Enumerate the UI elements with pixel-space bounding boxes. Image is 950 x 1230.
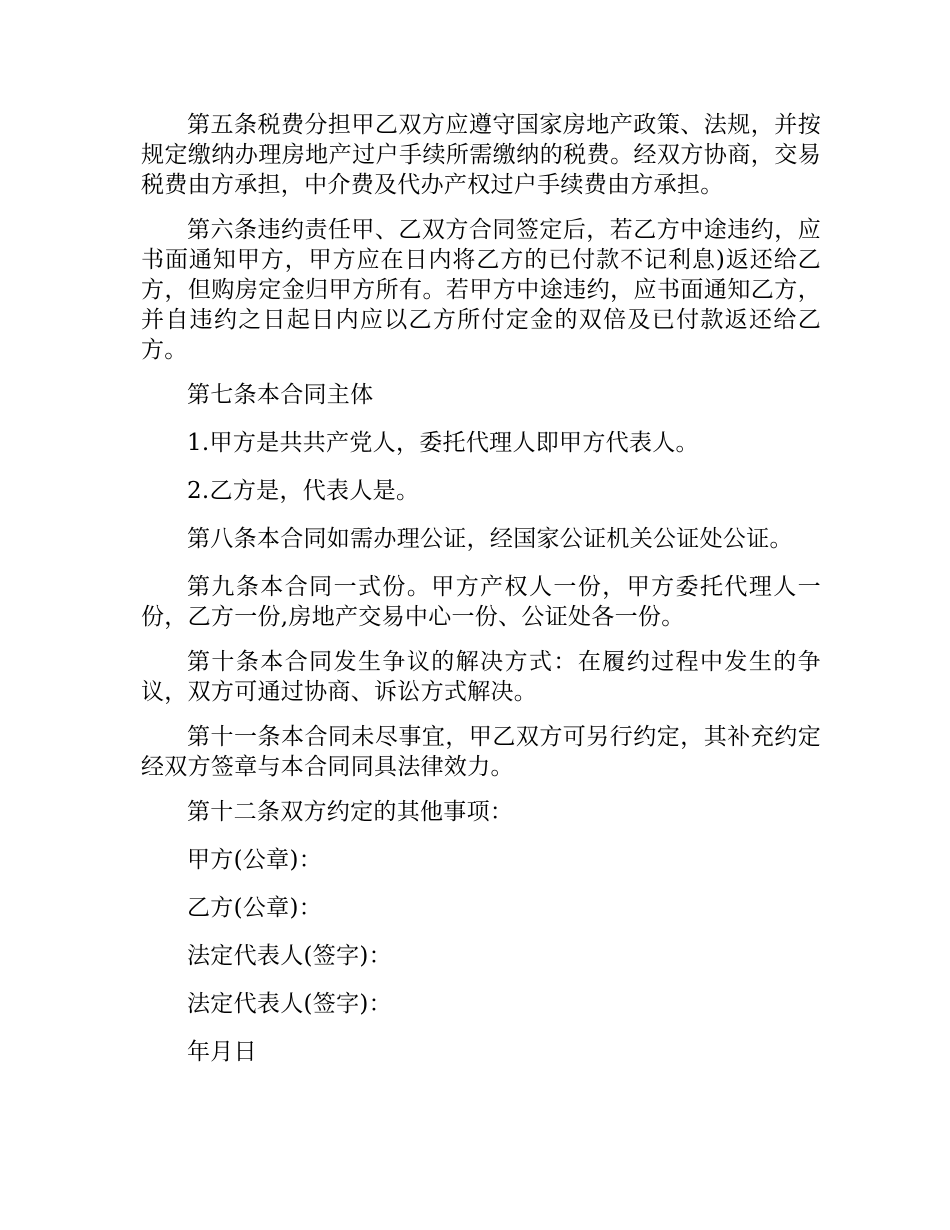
legal-rep-signature-a: 法定代表人(签字)： — [187, 943, 392, 969]
clause-6-breach: 第六条违约责任甲、乙双方合同签定后，若乙方中途违约，应书面通知甲方，甲方应在日内将乙方的已付款不记利息)返还给乙方，但购房定金归甲方所有。若甲方中途违约，应书面通知乙方，并自违约之日起日内应以乙方所付定金的双倍及已付款返还给乙方。 — [141, 217, 821, 363]
clause-8-notary: 第八条本合同如需办理公证，经国家公证机关公证处公证。 — [187, 526, 793, 552]
clause-11-supplement: 第十一条本合同未尽事宜，甲乙双方可另行约定，其补充约定经双方签章与本合同同具法律效力。 — [141, 724, 821, 780]
clause-9-copies: 第九条本合同一式份。甲方产权人一份，甲方委托代理人一份，乙方一份,房地产交易中心一份、公证处各一份。 — [141, 574, 821, 630]
clause-12-other: 第十二条双方约定的其他事项： — [187, 799, 514, 825]
party-b-seal: 乙方(公章)： — [187, 895, 323, 921]
legal-rep-signature-b: 法定代表人(签字)： — [187, 991, 392, 1017]
party-a-seal: 甲方(公章)： — [187, 847, 323, 873]
clause-5-tax: 第五条税费分担甲乙双方应遵守国家房地产政策、法规，并按规定缴纳办理房地产过户手续所需缴纳的税费。经双方协商，交易税费由方承担，中介费及代办产权过户手续费由方承担。 — [141, 112, 821, 198]
document-body — [141, 110, 821, 1085]
clause-7-item-2: 2.乙方是，代表人是。 — [187, 478, 420, 504]
clause-7-item-1: 1.甲方是共共产党人，委托代理人即甲方代表人。 — [187, 430, 699, 456]
clause-7-heading: 第七条本合同主体 — [187, 382, 374, 408]
date-line: 年月日 — [187, 1039, 257, 1065]
clause-10-disputes: 第十条本合同发生争议的解决方式：在履约过程中发生的争议，双方可通过协商、诉讼方式解决。 — [141, 649, 821, 705]
